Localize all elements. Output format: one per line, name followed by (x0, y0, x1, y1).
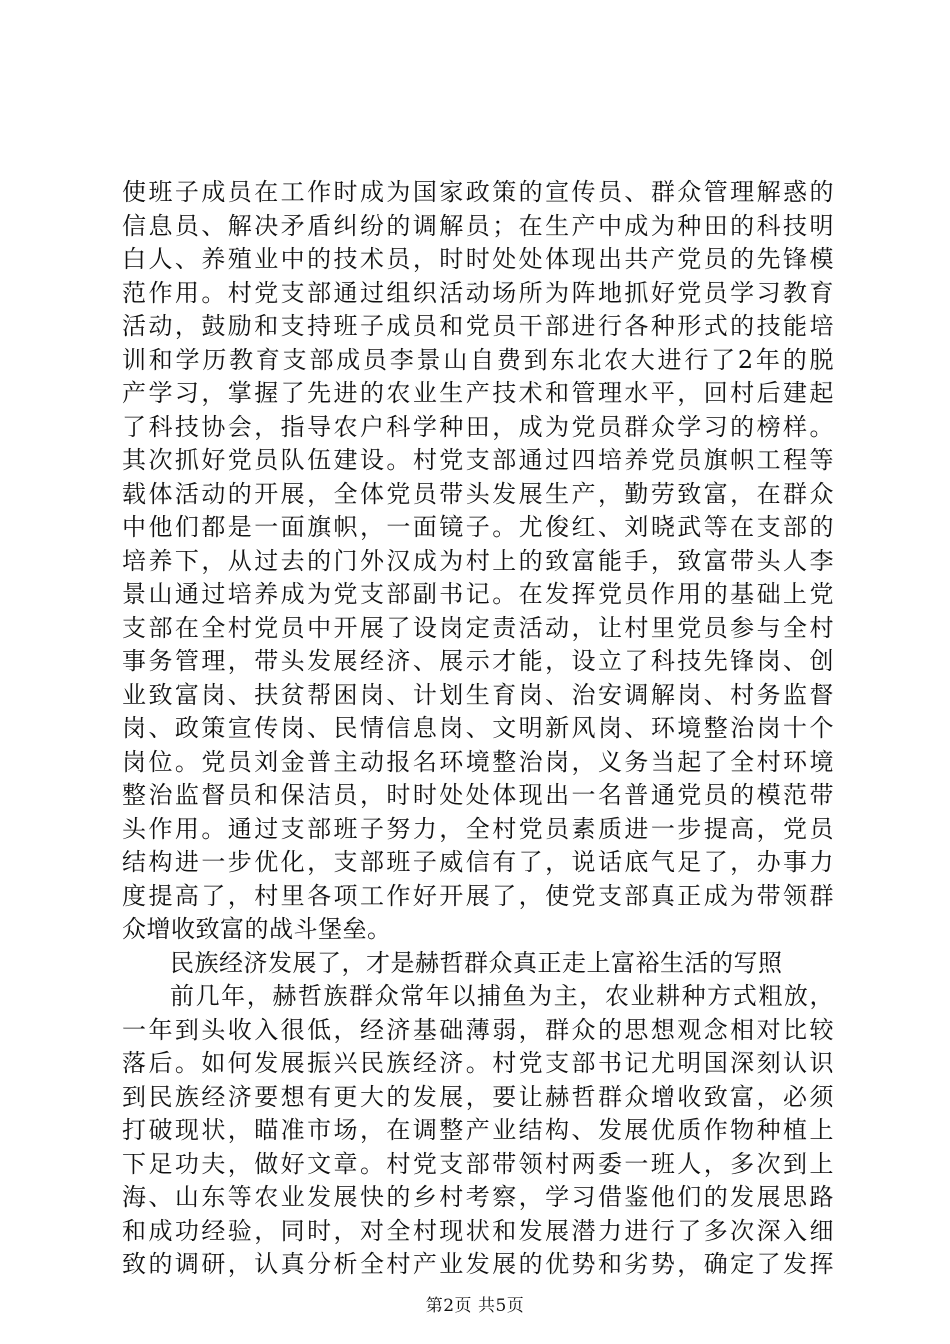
body-text (122, 176, 834, 1282)
text-line: 海、山东等农业发展快的乡村考察，学习借鉴他们的发展思路 (122, 1183, 834, 1211)
text-line: 头作用。通过支部班子努力，全村党员素质进一步提高，党员 (122, 814, 834, 843)
text-line: 岗、政策宣传岗、民情信息岗、文明新风岗、环境整治岗十个 (122, 714, 834, 742)
text-line: 结构进一步优化，支部班子威信有了，说话底气足了，办事力 (122, 848, 834, 876)
text-line: 中他们都是一面旗帜，一面镜子。尤俊红、刘晓武等在支部的 (122, 513, 834, 541)
text-line: 到民族经济要想有更大的发展，要让赫哲群众增收致富，必须 (122, 1082, 834, 1111)
text-line: 范作用。村党支部通过组织活动场所为阵地抓好党员学习教育 (122, 278, 834, 307)
text-line: 培养下，从过去的门外汉成为村上的致富能手，致富带头人李 (122, 546, 834, 575)
text-line: 下足功夫，做好文章。村党支部带领村两委一班人，多次到上 (122, 1149, 834, 1178)
text-line: 载体活动的开展，全体党员带头发展生产，勤劳致富，在群众 (122, 479, 834, 508)
text-line: 业致富岗、扶贫帮困岗、计划生育岗、治安调解岗、村务监督 (122, 680, 834, 709)
text-line: 景山通过培养成为党支部副书记。在发挥党员作用的基础上党 (122, 580, 834, 608)
text-line: 了科技协会，指导农户科学种田，成为党员群众学习的榜样。 (122, 412, 834, 441)
text-line: 落后。如何发展振兴民族经济。村党支部书记尤明国深刻认识 (122, 1049, 834, 1077)
text-line: 打破现状，瞄准市场，在调整产业结构、发展优质作物种植上 (122, 1116, 834, 1144)
text-line: 训和学历教育支部成员李景山自费到东北农大进行了2年的脱 (122, 345, 834, 374)
text-line: 度提高了，村里各项工作好开展了，使党支部真正成为带领群 (122, 881, 834, 910)
text-line: 其次抓好党员队伍建设。村党支部通过四培养党员旗帜工程等 (122, 446, 834, 474)
section-heading: 民族经济发展了，才是赫哲群众真正走上富裕生活的写照 (170, 948, 783, 977)
text-line: 一年到头收入很低，经济基础薄弱，群众的思想观念相对比较 (122, 1015, 834, 1044)
text-line: 岗位。党员刘金普主动报名环境整治岗，义务当起了全村环境 (122, 747, 834, 776)
page-number: 第2页 共5页 (425, 1296, 525, 1316)
text-line: 活动，鼓励和支持班子成员和党员干部进行各种形式的技能培 (122, 312, 834, 340)
text-line: 致的调研，认真分析全村产业发展的优势和劣势，确定了发挥 (122, 1250, 834, 1278)
text-line: 众增收致富的战斗堡垒。 (122, 915, 392, 943)
text-line: 前几年，赫哲族群众常年以捕鱼为主，农业耕种方式粗放， (170, 982, 834, 1010)
text-line: 和成功经验，同时，对全村现状和发展潜力进行了多次深入细 (122, 1216, 834, 1245)
text-line: 整治监督员和保洁员，时时处处体现出一名普通党员的模范带 (122, 781, 834, 809)
text-line: 使班子成员在工作时成为国家政策的宣传员、群众管理解惑的 (122, 178, 834, 206)
text-line: 白人、养殖业中的技术员，时时处处体现出共产党员的先锋模 (122, 245, 834, 273)
text-line: 支部在全村党员中开展了设岗定责活动，让村里党员参与全村 (122, 613, 834, 642)
text-line: 事务管理，带头发展经济、展示才能，设立了科技先锋岗、创 (122, 647, 834, 675)
text-line: 产学习，掌握了先进的农业生产技术和管理水平，回村后建起 (122, 379, 834, 407)
text-line: 信息员、解决矛盾纠纷的调解员；在生产中成为种田的科技明 (122, 211, 834, 240)
